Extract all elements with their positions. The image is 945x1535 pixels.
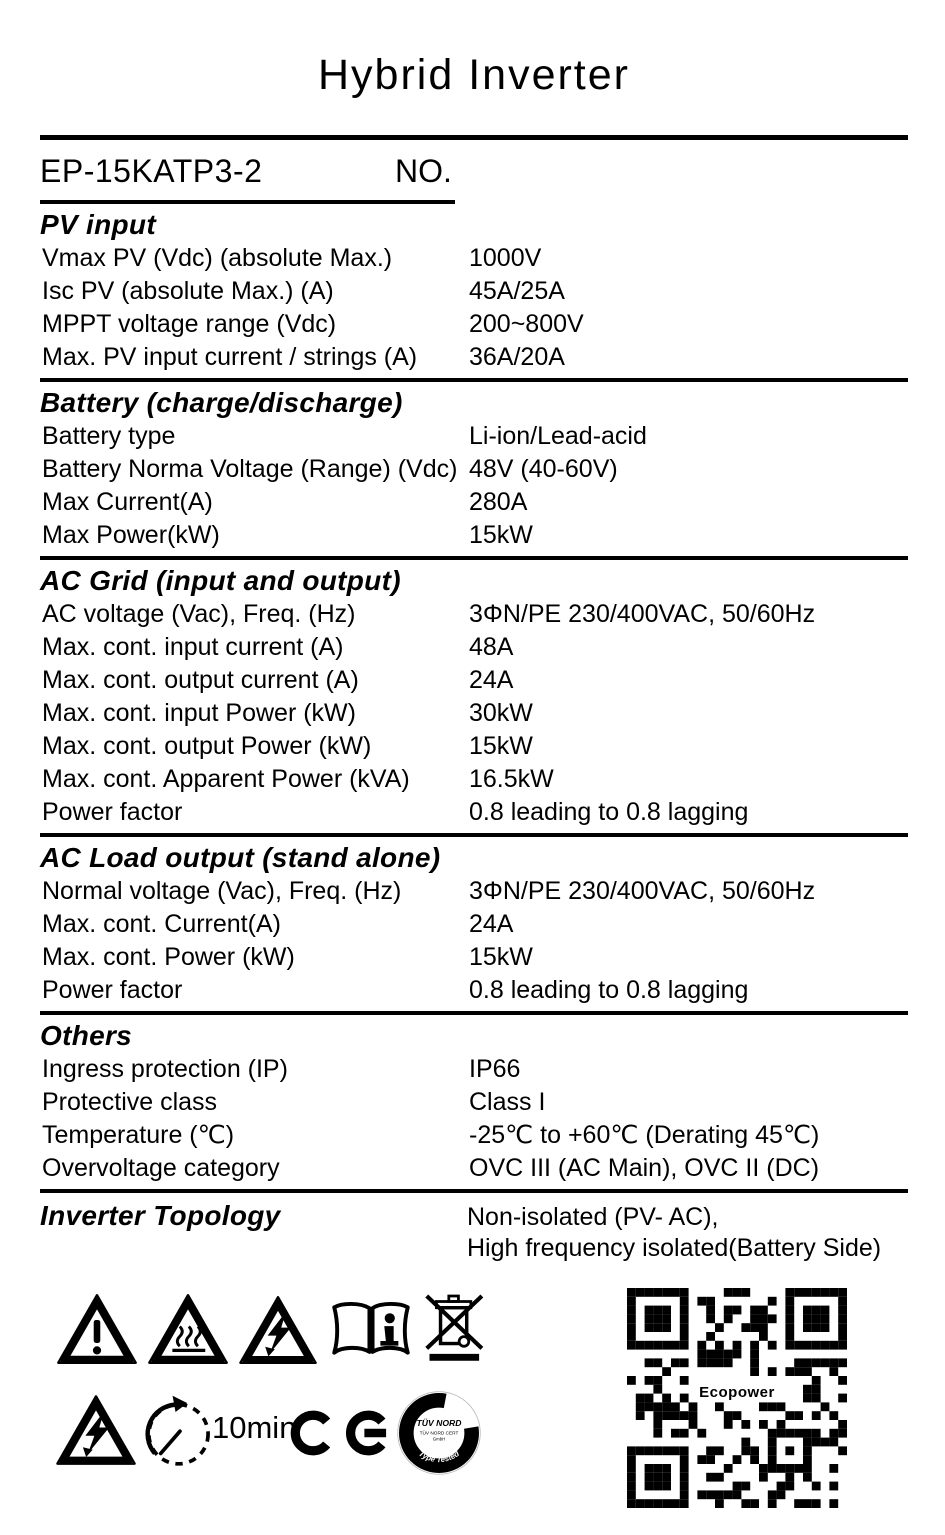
spec-value: 1000V	[469, 244, 542, 273]
spec-row	[40, 941, 908, 974]
spec-value: Li-ion/Lead-acid	[469, 422, 647, 451]
tuv-name-text: TÜV NORD	[416, 1418, 462, 1429]
spec-label: Max Power(kW)	[42, 521, 220, 550]
spec-label: Normal voltage (Vac), Freq. (Hz)	[42, 877, 402, 906]
spec-value: 15kW	[469, 521, 533, 550]
spec-row	[40, 796, 908, 829]
spec-value: Non-isolated (PV- AC),	[467, 1203, 719, 1232]
spec-value: 45A/25A	[469, 277, 565, 306]
top-divider	[40, 135, 908, 140]
spec-label: Max. cont. input Power (kW)	[42, 699, 356, 728]
section-title: Others	[40, 1020, 133, 1052]
spec-value: 48V (40-60V)	[469, 455, 618, 484]
spec-row	[40, 730, 908, 763]
spec-value: High frequency isolated(Battery Side)	[467, 1234, 882, 1263]
electric-shock-warning-icon	[55, 1392, 137, 1468]
spec-row	[40, 519, 908, 552]
spec-label: Max. cont. output current (A)	[42, 666, 359, 695]
spec-row	[40, 974, 908, 1007]
spec-value: 15kW	[469, 732, 533, 761]
spec-value: -25℃ to +60℃ (Derating 45℃)	[469, 1121, 820, 1150]
page-title: Hybrid Inverter	[318, 51, 630, 99]
spec-label: Overvoltage category	[42, 1154, 280, 1183]
spec-label: AC voltage (Vac), Freq. (Hz)	[42, 600, 356, 629]
spec-label: Battery Norma Voltage (Range) (Vdc)	[42, 455, 458, 484]
spec-label: Ingress protection (IP)	[42, 1055, 288, 1084]
spec-value: 24A	[469, 910, 514, 939]
spec-label: Isc PV (absolute Max.) (A)	[42, 277, 334, 306]
serial-no-label: NO.	[395, 153, 452, 190]
section-title: PV input	[40, 209, 156, 241]
weee-disposal-icon	[424, 1288, 486, 1366]
hot-surface-warning-icon	[146, 1292, 230, 1366]
discharge-wait-time-icon	[140, 1394, 214, 1470]
spec-section	[40, 1015, 908, 1193]
spec-section	[40, 837, 908, 1015]
spec-row	[40, 631, 908, 664]
spec-row	[40, 486, 908, 519]
spec-label: Temperature (℃)	[42, 1121, 235, 1150]
tuv-cert-text: TÜV NORD CERT	[419, 1432, 459, 1438]
spec-label: Max. cont. input current (A)	[42, 633, 344, 662]
spec-value: Class I	[469, 1088, 546, 1117]
spec-value: 48A	[469, 633, 514, 662]
spec-label: Power factor	[42, 976, 183, 1005]
spec-value: 0.8 leading to 0.8 lagging	[469, 976, 749, 1005]
section-title: Battery (charge/discharge)	[40, 387, 403, 419]
spec-value: OVC III (AC Main), OVC II (DC)	[469, 1154, 820, 1183]
spec-row	[40, 664, 908, 697]
spec-label: Vmax PV (Vdc) (absolute Max.)	[42, 244, 393, 273]
tuv-type-tested-text: Type Tested	[417, 1449, 461, 1465]
spec-label: Battery type	[42, 422, 176, 451]
spec-label: Max. cont. Power (kW)	[42, 943, 295, 972]
spec-label: Max. cont. Apparent Power (kVA)	[42, 765, 410, 794]
qr-center-logo: Ecopower	[695, 1384, 779, 1401]
spec-section	[40, 382, 908, 560]
read-manual-icon	[328, 1296, 414, 1364]
spec-value: 3ΦN/PE 230/400VAC, 50/60Hz	[469, 877, 816, 906]
spec-row	[40, 420, 908, 453]
model-row	[40, 153, 908, 190]
section-title: AC Grid (input and output)	[40, 565, 401, 597]
spec-row	[40, 1086, 908, 1119]
spec-row	[40, 1119, 908, 1152]
spec-label: Max. cont. Current(A)	[42, 910, 281, 939]
spec-value: 24A	[469, 666, 514, 695]
spec-row	[40, 697, 908, 730]
spec-section	[40, 1193, 908, 1268]
spec-value: 200~800V	[469, 310, 584, 339]
tuv-gmbh-text: GmbH	[432, 1437, 446, 1443]
spec-value: IP66	[469, 1055, 521, 1084]
spec-label: Max. cont. output Power (kW)	[42, 732, 372, 761]
spec-value: 36A/20A	[469, 343, 565, 372]
qr-code	[627, 1288, 847, 1508]
spec-value: 15kW	[469, 943, 533, 972]
spec-row	[40, 598, 908, 631]
topology-values	[467, 1196, 881, 1264]
spec-row	[40, 341, 908, 374]
spec-section	[40, 204, 908, 382]
spec-row	[40, 908, 908, 941]
spec-label: MPPT voltage range (Vdc)	[42, 310, 337, 339]
spec-section	[40, 560, 908, 837]
spec-value: 30kW	[469, 699, 533, 728]
spec-row	[40, 308, 908, 341]
spec-row	[40, 1053, 908, 1086]
section-title: Inverter Topology	[40, 1200, 281, 1232]
general-warning-icon	[55, 1292, 139, 1366]
spec-sections	[40, 204, 908, 1268]
spec-label: Protective class	[42, 1088, 218, 1117]
spec-row	[40, 453, 908, 486]
spec-row	[40, 875, 908, 908]
spec-row	[40, 242, 908, 275]
spec-label: Max Current(A)	[42, 488, 213, 517]
model-number: EP-15KATP3-2	[40, 153, 263, 190]
footer-symbols	[40, 1280, 908, 1535]
spec-label: Power factor	[42, 798, 183, 827]
spec-row	[40, 763, 908, 796]
ce-mark-icon	[290, 1400, 394, 1466]
spec-value: 280A	[469, 488, 528, 517]
spec-label: Max. PV input current / strings (A)	[42, 343, 418, 372]
spec-value: 0.8 leading to 0.8 lagging	[469, 798, 749, 827]
tuv-nord-type-tested-badge	[396, 1390, 482, 1476]
spec-row	[40, 1152, 908, 1185]
spec-value: 16.5kW	[469, 765, 554, 794]
electric-shock-warning-icon	[238, 1294, 318, 1366]
discharge-time-label: 10min	[212, 1410, 297, 1446]
spec-value: 3ΦN/PE 230/400VAC, 50/60Hz	[469, 600, 816, 629]
section-title: AC Load output (stand alone)	[40, 842, 441, 874]
spec-row	[40, 275, 908, 308]
